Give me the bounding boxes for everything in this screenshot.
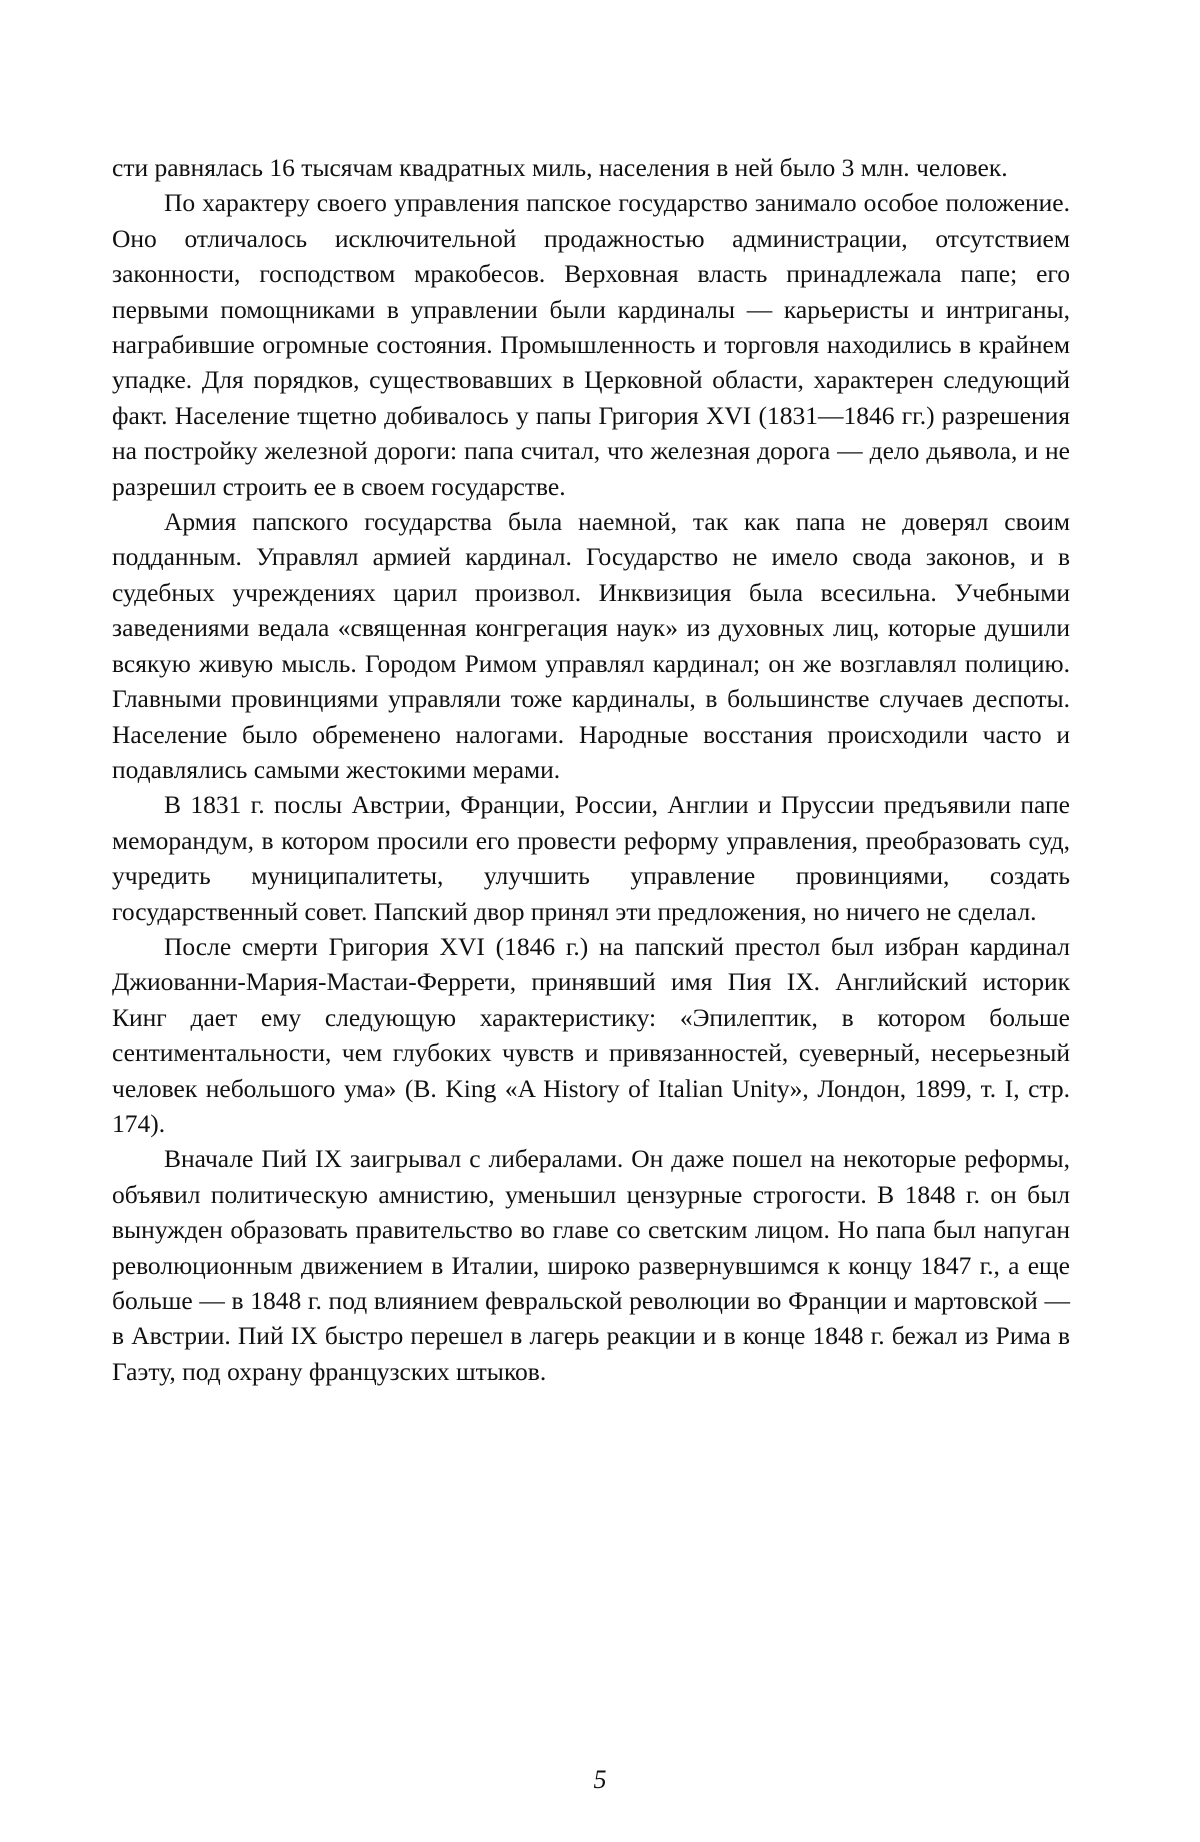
paragraph-continuation: сти равнялась 16 тысячам квадратных миль, населения в ней было 3 млн. человек.	[112, 150, 1070, 185]
paragraph-memorandum: В 1831 г. послы Австрии, Франции, России, Англии и Пруссии предъявили папе меморандум, в котором просили его провести реформу управления, преобразовать суд, учредить муниципалитеты, улучшить управление провинциями, создать государственный совет. Папский двор принял эти предложения, но ничего не сделал.	[112, 787, 1070, 929]
paragraph-reforms: Вначале Пий IX заигрывал с либералами. Он даже пошел на некоторые реформы, объявил политическую амнистию, уменьшил цензурные строгости. В 1848 г. он был вынужден образовать правительство во главе со светским лицом. Но папа был напуган революционным движением в Италии, широко развернувшимся к концу 1847 г., а еще больше — в 1848 г. под влиянием февральской революции во Франции и мартовской — в Австрии. Пий IX быстро перешел в лагерь реакции и в конце 1848 г. бежал из Рима в Гаэту, под охрану французских штыков.	[112, 1141, 1070, 1389]
page-body	[112, 150, 1070, 1389]
paragraph-pius-ix: После смерти Григория XVI (1846 г.) на папский престол был избран кардинал Джиованни-Мария-Мастаи-Феррети, принявший имя Пия IX. Английский историк Кинг дает ему следующую характеристику: «Эпилептик, в котором больше сентиментальности, чем глубоких чувств и привязанностей, суеверный, несерьезный человек небольшого ума» (B. King «A History of Italian Unity», Лондон, 1899, т. I, стр. 174).	[112, 929, 1070, 1141]
paragraph-army: Армия папского государства была наемной, так как папа не доверял своим подданным. Управлял армией кардинал. Государство не имело свода законов, и в судебных учреждениях царил произвол. Инквизиция была всесильна. Учебными заведениями ведала «священная конгрегация наук» из духовных лиц, которые душили всякую живую мысль. Городом Римом управлял кардинал; он же возглавлял полицию. Главными провинциями управляли тоже кардиналы, в большинстве случаев деспоты. Население было обременено налогами. Народные восстания происходили часто и подавлялись самыми жестокими мерами.	[112, 504, 1070, 787]
paragraph-government: По характеру своего управления папское государство занимало особое положение. Оно отличалось исключительной продажностью администрации, отсутствием законности, господством мракобесов. Верховная власть принадлежала папе; его первыми помощниками в управлении были кардиналы — карьеристы и интриганы, награбившие огромные состояния. Промышленность и торговля находились в крайнем упадке. Для порядков, существовавших в Церковной области, характерен следующий факт. Население тщетно добивалось у папы Григория XVI (1831—1846 гг.) разрешения на постройку железной дороги: папа считал, что железная дорога — дело дьявола, и не разрешил строить ее в своем государстве.	[112, 185, 1070, 504]
page-number: 5	[0, 1765, 1200, 1795]
